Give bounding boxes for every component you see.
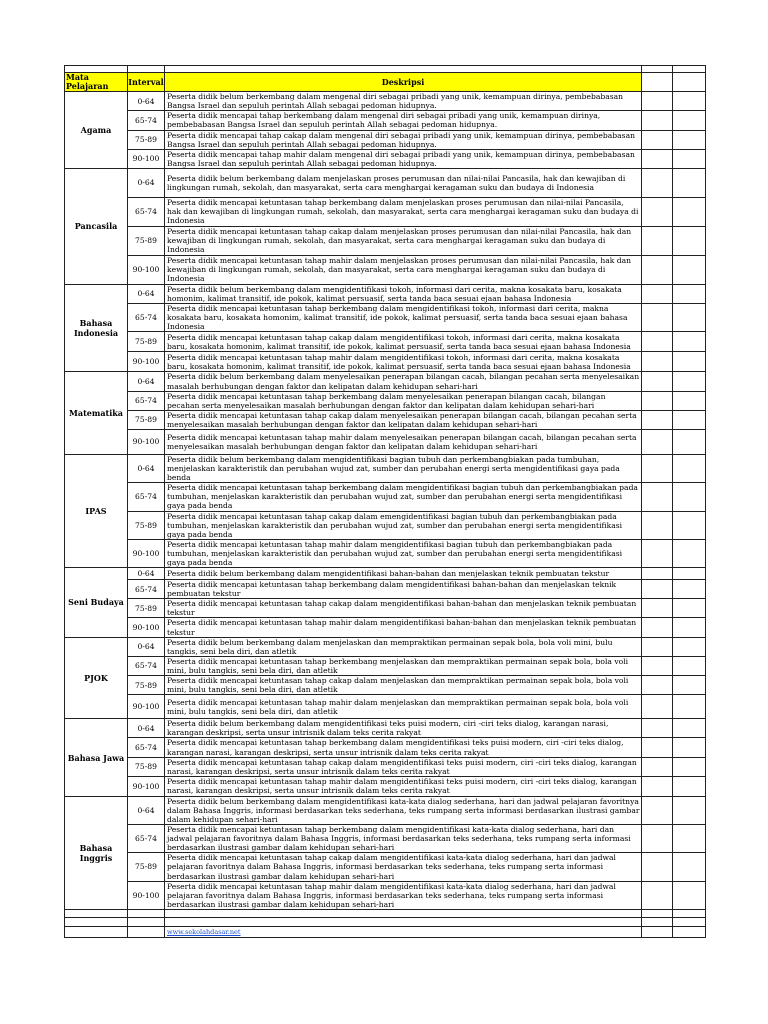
interval-value: 75-89 — [128, 676, 165, 695]
interval-value: 0-64 — [128, 168, 165, 197]
interval-value: 90-100 — [128, 695, 165, 719]
empty-cell — [642, 372, 673, 391]
rubric-row — [65, 255, 706, 284]
empty-cell — [673, 776, 706, 796]
rubric-row — [65, 881, 706, 909]
description-text: Peserta didik belum berkembang dalam menyelesaikan penerapan bilangan cacah, bilangan pecahan serta menyelesaikan masalah berhubungan dengan faktor dan kelipatan dalam kehidupan sehari-hari — [165, 372, 642, 391]
empty-cell — [642, 637, 673, 656]
empty-cell — [642, 695, 673, 719]
rubric-row — [65, 352, 706, 372]
interval-value: 90-100 — [128, 429, 165, 454]
description-text: Peserta didik mencapai ketuntasan tahap mahir dalam mengidentifikasi teks puisi modern, ciri -ciri teks dialog, karangan narasi, karangan deskripsi, serta unsur intrisnik dalam teks cerita rakyat — [165, 776, 642, 796]
empty-cell — [673, 637, 706, 656]
empty-cell — [642, 738, 673, 757]
empty-cell — [673, 568, 706, 580]
rubric-row — [65, 738, 706, 757]
empty-cell — [642, 149, 673, 168]
subject-name: Matematika — [65, 372, 128, 455]
interval-value: 0-64 — [128, 284, 165, 303]
empty-cell — [642, 511, 673, 539]
interval-value: 65-74 — [128, 111, 165, 130]
empty-cell — [673, 618, 706, 637]
interval-value: 0-64 — [128, 796, 165, 824]
subject-name: Seni Budaya — [65, 568, 128, 638]
rubric-row — [65, 304, 706, 332]
rubric-row — [65, 168, 706, 197]
empty-cell — [673, 738, 706, 757]
rubric-row — [65, 391, 706, 410]
description-text: Peserta didik mencapai ketuntasan tahap mahir dalam mengidentifikasi bagian tubuh dan perkembangbiakan pada tumbuhan, menjelaskan karakteristik dan perubahan wujud zat, sumber dan perubahan energi serta mengidentifikasi gaya pada benda — [165, 539, 642, 567]
header-description: Deskripsi — [165, 73, 642, 92]
description-text: Peserta didik mencapai ketuntasan tahap mahir dalam mengidentifikasi bahan-bahan dan menjelaskan teknik pembuatan tekstur — [165, 618, 642, 637]
description-text: Peserta didik mencapai ketuntasan tahap cakap dalam menjelaskan proses perumusan dan nilai-nilai Pancasila, hak dan kewajiban di lingkungan rumah, sekolah, dan masyarakat, serta cara menghargai keragaman suku dan budaya di Indonesia — [165, 226, 642, 255]
empty-cell — [673, 130, 706, 149]
empty-cell — [642, 676, 673, 695]
empty-cell — [673, 796, 706, 824]
interval-value: 75-89 — [128, 757, 165, 776]
rubric-row — [65, 429, 706, 454]
rubric-row — [65, 372, 706, 391]
empty-cell — [673, 255, 706, 284]
empty-cell — [673, 881, 706, 909]
rubric-row — [65, 719, 706, 738]
empty-cell — [642, 825, 673, 853]
empty-cell — [642, 568, 673, 580]
empty-cell — [673, 853, 706, 881]
rubric-row — [65, 332, 706, 352]
rubric-row — [65, 618, 706, 637]
description-text: Peserta didik mencapai ketuntasan tahap cakap dalam menyelesaikan penerapan bilangan cacah, bilangan pecahan serta menyelesaikan masalah berhubungan dengan faktor dan kelipatan dalam kehidupan sehari-hari — [165, 410, 642, 429]
interval-value: 75-89 — [128, 511, 165, 539]
description-text: Peserta didik mencapai ketuntasan tahap berkembang dalam mengidentifikasi teks puisi modern, ciri -ciri teks dialog, karangan narasi, karangan deskripsi, serta unsur intrisnik dalam teks cerita rakyat — [165, 738, 642, 757]
empty-cell — [673, 676, 706, 695]
empty-cell — [642, 391, 673, 410]
empty-cell — [673, 511, 706, 539]
rubric-row — [65, 226, 706, 255]
rubric-row — [65, 796, 706, 824]
empty-cell — [673, 580, 706, 599]
empty-cell — [642, 796, 673, 824]
rubric-row — [65, 676, 706, 695]
description-text: Peserta didik mencapai ketuntasan tahap mahir dalam menyelesaikan penerapan bilangan cacah, bilangan pecahan serta menyelesaikan masalah berhubungan dengan faktor dan kelipatan dalam kehidupan sehari-hari — [165, 429, 642, 454]
description-text: Peserta didik mencapai tahap berkembang dalam mengenal diri sebagai pribadi yang unik, kemampuan dirinya, pembebabasan Bangsa Israel dan sepuluh perintah Allah sebagai pedoman hidupnya. — [165, 111, 642, 130]
subject-name: Agama — [65, 92, 128, 169]
rubric-row — [65, 825, 706, 853]
interval-value: 75-89 — [128, 853, 165, 881]
empty-cell — [642, 580, 673, 599]
empty-cell — [642, 304, 673, 332]
subject-name: Pancasila — [65, 168, 128, 284]
empty-cell — [642, 410, 673, 429]
interval-value: 90-100 — [128, 881, 165, 909]
subject-name: IPAS — [65, 454, 128, 567]
empty-cell — [673, 599, 706, 618]
rubric-row — [65, 757, 706, 776]
description-text: Peserta didik mencapai tahap mahir dalam mengenal diri sebagai pribadi yang unik, kemampuan dirinya, pembebabasan Bangsa Israel dan sepuluh perintah Allah sebagai pedoman hidupnya. — [165, 149, 642, 168]
interval-value: 65-74 — [128, 391, 165, 410]
empty-cell — [673, 149, 706, 168]
empty-cell — [673, 304, 706, 332]
empty-cell — [642, 599, 673, 618]
empty-cell — [642, 483, 673, 511]
header-interval: Interval — [128, 73, 165, 92]
website-link[interactable]: www.sekolahdasar.net — [167, 927, 241, 936]
description-text: Peserta didik mencapai tahap cakap dalam mengenal diri sebagai pribadi yang unik, kemampuan dirinya, pembebabasan Bangsa Israel dan sepuluh perintah Allah sebagai pedoman hidupnya. — [165, 130, 642, 149]
subject-name: Bahasa Inggris — [65, 796, 128, 909]
description-text: Peserta didik mencapai ketuntasan tahap berkembang menjelaskan dan mempraktikan permainan sepak bola, bola voli mini, bulu tangkis, seni bela diri, dan atletik — [165, 656, 642, 675]
empty-cell — [642, 776, 673, 796]
rubric-row — [65, 599, 706, 618]
interval-value: 75-89 — [128, 599, 165, 618]
rubric-row — [65, 111, 706, 130]
empty-cell — [673, 226, 706, 255]
empty-cell — [673, 656, 706, 675]
empty-cell — [673, 757, 706, 776]
description-text: Peserta didik mencapai ketuntasan tahap cakap dalam mengidentifikasi bahan-bahan dan menjelaskan teknik pembuatan tekstur — [165, 599, 642, 618]
rubric-row — [65, 410, 706, 429]
interval-value: 0-64 — [128, 719, 165, 738]
empty-cell — [642, 92, 673, 111]
description-text: Peserta didik mencapai ketuntasan tahap mahir dalam menjelaskan proses perumusan dan nilai-nilai Pancasila, hak dan kewajiban di lingkungan rumah, sekolah, dan masyarakat, serta cara menghargai keragaman suku dan budaya di Indonesia — [165, 255, 642, 284]
empty-cell — [642, 429, 673, 454]
interval-value: 0-64 — [128, 637, 165, 656]
interval-value: 65-74 — [128, 656, 165, 675]
description-text: Peserta didik mencapai ketuntasan tahap berkembang dalam mengidentifikasi tokoh, informasi dari cerita, makna kosakata baru, kosakata homonim, kalimat transitif, ide pokok, kalimat persuasif, serta tanda baca sesuai ejaan bahasa Indonesia — [165, 304, 642, 332]
empty-cell — [642, 130, 673, 149]
empty-cell — [642, 226, 673, 255]
description-text: Peserta didik mencapai ketuntasan tahap cakap dalam mengidentifikasi tokoh, informasi dari cerita, makna kosakata baru, kosakata homonim, kalimat transitif, ide pokok, kalimat persuasif, serta tanda baca sesuai ejaan bahasa Indonesia — [165, 332, 642, 352]
empty-cell — [673, 719, 706, 738]
description-text: Peserta didik belum berkembang dalam mengidentifikasi kata-kata dialog sederhana, hari dan jadwal pelajaran favoritnya dalam Bahasa Inggris, informasi berdasarkan teks sederhana, teks rumpang serta informasi berdasarkan ilustrasi gambar dalam kehidupan sehari-hari — [165, 796, 642, 824]
rubric-row — [65, 454, 706, 482]
empty-cell — [673, 391, 706, 410]
blank-row — [65, 66, 706, 73]
interval-value: 75-89 — [128, 226, 165, 255]
description-text: Peserta didik belum berkembang dalam mengidentifikasi teks puisi modern, ciri -ciri teks dialog, karangan narasi, karangan deskripsi, serta unsur intrisnik dalam teks cerita rakyat — [165, 719, 642, 738]
description-text: Peserta didik mencapai ketuntasan tahap berkembang dalam mengidentifikasi kata-kata dialog sederhana, hari dan jadwal pelajaran favoritnya dalam Bahasa Inggris, informasi berdasarkan teks sederhana, teks rumpang serta informasi berdasarkan ilustrasi gambar dalam kehidupan sehari-hari — [165, 825, 642, 853]
description-text: Peserta didik mencapai ketuntasan tahap berkembang dalam menyelesaikan penerapan bilangan cacah, bilangan pecahan serta menyelesaikan masalah berhubungan dengan faktor dan kelipatan dalam kehidupan sehari-hari — [165, 391, 642, 410]
empty-cell — [673, 197, 706, 226]
rubric-row — [65, 637, 706, 656]
interval-value: 65-74 — [128, 197, 165, 226]
interval-value: 65-74 — [128, 825, 165, 853]
subject-name: Bahasa Jawa — [65, 719, 128, 797]
empty-cell — [673, 332, 706, 352]
description-text: Peserta didik mencapai ketuntasan tahap mahir dalam mengidentifikasi tokoh, informasi dari cerita, makna kosakata baru, kosakata homonim, kalimat transitif, ide pokok, kalimat persuasif, serta tanda baca sesuai ejaan bahasa Indonesia — [165, 352, 642, 372]
interval-value: 65-74 — [128, 738, 165, 757]
interval-value: 0-64 — [128, 454, 165, 482]
empty-cell — [673, 372, 706, 391]
description-text: Peserta didik mencapai ketuntasan tahap mahir dalam mengidentifikasi kata-kata dialog sederhana, hari dan jadwal pelajaran favoritnya dalam Bahasa Inggris, informasi berdasarkan teks sederhana, teks rumpang serta informasi berdasarkan ilustrasi gambar dalam kehidupan sehari-hari — [165, 881, 642, 909]
rubric-row — [65, 580, 706, 599]
empty-cell — [673, 429, 706, 454]
empty-cell — [642, 719, 673, 738]
description-text: Peserta didik mencapai ketuntasan tahap berkembang dalam mengidentifikasi bagian tubuh dan perkembangbiakan pada tumbuhan, menjelaskan karakteristik dan perubahan wujud zat, sumber dan perubahan energi serta mengidentifikasi gaya pada benda — [165, 483, 642, 511]
rubric-row — [65, 568, 706, 580]
blank-row — [65, 926, 706, 937]
empty-cell — [642, 618, 673, 637]
empty-cell — [642, 454, 673, 482]
rubric-table-body — [65, 66, 706, 938]
interval-value: 75-89 — [128, 410, 165, 429]
interval-value: 0-64 — [128, 92, 165, 111]
description-text: Peserta didik mencapai ketuntasan tahap berkembang dalam mengidentifikasi bahan-bahan dan menjelaskan teknik pembuatan tekstur — [165, 580, 642, 599]
empty-cell — [642, 197, 673, 226]
rubric-table — [64, 65, 706, 938]
description-text: Peserta didik belum berkembang dalam menjelaskan dan mempraktikan permainan sepak bola, bola voli mini, bulu tangkis, seni bela diri, dan atletik — [165, 637, 642, 656]
interval-value: 90-100 — [128, 255, 165, 284]
rubric-row — [65, 539, 706, 567]
subject-name: Bahasa Indonesia — [65, 284, 128, 371]
empty-cell — [673, 454, 706, 482]
interval-value: 90-100 — [128, 539, 165, 567]
empty-cell — [642, 168, 673, 197]
empty-cell — [642, 332, 673, 352]
interval-value: 90-100 — [128, 618, 165, 637]
header-subject: Mata Pelajaran — [65, 73, 128, 92]
description-text: Peserta didik mencapai ketuntasan tahap cakap dalam mengidentifikasi teks puisi modern, ciri -ciri teks dialog, karangan narasi, karangan deskripsi, serta unsur intrisnik dalam teks cerita rakyat — [165, 757, 642, 776]
interval-value: 65-74 — [128, 304, 165, 332]
interval-value: 65-74 — [128, 580, 165, 599]
rubric-row — [65, 92, 706, 111]
description-text: Peserta didik mencapai ketuntasan tahap cakap dalam menjelaskan dan mempraktikan permainan sepak bola, bola voli mini, bulu tangkis, seni bela diri, dan atletik — [165, 676, 642, 695]
empty-cell — [642, 284, 673, 303]
empty-cell — [673, 111, 706, 130]
blank-row — [65, 909, 706, 917]
interval-value: 65-74 — [128, 483, 165, 511]
empty-cell — [642, 757, 673, 776]
empty-cell — [642, 853, 673, 881]
empty-cell — [673, 284, 706, 303]
description-text: Peserta didik belum berkembang dalam mengidentifikasi tokoh, informasi dari cerita, makna kosakata baru, kosakata homonim, kalimat transitif, ide pokok, kalimat persuasif, serta tanda baca sesuai ejaan bahasa Indonesia — [165, 284, 642, 303]
header-row — [65, 73, 706, 92]
rubric-row — [65, 284, 706, 303]
empty-cell — [673, 483, 706, 511]
description-text: Peserta didik mencapai ketuntasan tahap berkembang dalam menjelaskan proses perumusan dan nilai-nilai Pancasila, hak dan kewajiban di lingkungan rumah, sekolah, dan masyarakat, serta cara menghargai keragaman suku dan budaya di Indonesia — [165, 197, 642, 226]
rubric-row — [65, 483, 706, 511]
empty-cell — [673, 410, 706, 429]
interval-value: 75-89 — [128, 130, 165, 149]
description-text: Peserta didik mencapai ketuntasan tahap mahir dalam menjelaskan dan mempraktikan permainan sepak bola, bola voli mini, bulu tangkis, seni bela diri, dan atletik — [165, 695, 642, 719]
blank-row — [65, 917, 706, 926]
interval-value: 75-89 — [128, 332, 165, 352]
empty-cell — [642, 656, 673, 675]
interval-value: 90-100 — [128, 776, 165, 796]
empty-cell — [642, 539, 673, 567]
empty-cell — [673, 92, 706, 111]
empty-cell — [673, 352, 706, 372]
description-text: Peserta didik belum berkembang dalam menjelaskan proses perumusan dan nilai-nilai Pancasila, hak dan kewajiban di lingkungan rumah, sekolah, dan masyarakat, serta cara menghargai keragaman suku dan budaya di Indonesia — [165, 168, 642, 197]
interval-value: 0-64 — [128, 568, 165, 580]
rubric-row — [65, 695, 706, 719]
empty-cell — [673, 825, 706, 853]
interval-value: 90-100 — [128, 149, 165, 168]
empty-cell — [673, 168, 706, 197]
subject-name: PJOK — [65, 637, 128, 719]
empty-cell — [642, 111, 673, 130]
interval-value: 90-100 — [128, 352, 165, 372]
empty-cell — [673, 695, 706, 719]
empty-cell — [642, 255, 673, 284]
rubric-row — [65, 853, 706, 881]
empty-cell — [642, 881, 673, 909]
rubric-row — [65, 656, 706, 675]
rubric-row — [65, 130, 706, 149]
rubric-row — [65, 776, 706, 796]
description-text: Peserta didik belum berkembang dalam mengidentifikasi bagian tubuh dan perkembangbiakan pada tumbuhan, menjelaskan karakteristik dan perubahan wujud zat, sumber dan perubahan energi serta mengidentifikasi gaya pada benda — [165, 454, 642, 482]
description-text: Peserta didik belum berkembang dalam mengidentifikasi bahan-bahan dan menjelaskan teknik pembuatan tekstur — [165, 568, 642, 580]
description-text: Peserta didik mencapai ketuntasan tahap cakap dalam mengidentifikasi kata-kata dialog sederhana, hari dan jadwal pelajaran favoritnya dalam Bahasa Inggris, informasi berdasarkan teks sederhana, teks rumpang serta informasi berdasarkan ilustrasi gambar dalam kehidupan sehari-hari — [165, 853, 642, 881]
description-text: Peserta didik mencapai ketuntasan tahap cakap dalam emengidentifikasi bagian tubuh dan perkembangbiakan pada tumbuhan, menjelaskan karakteristik dan perubahan wujud zat, sumber dan perubahan energi serta mengidentifikasi gaya pada benda — [165, 511, 642, 539]
empty-cell — [642, 352, 673, 372]
rubric-row — [65, 149, 706, 168]
rubric-row — [65, 197, 706, 226]
interval-value: 0-64 — [128, 372, 165, 391]
empty-cell — [673, 539, 706, 567]
rubric-row — [65, 511, 706, 539]
description-text: Peserta didik belum berkembang dalam mengenal diri sebagai pribadi yang unik, kemampuan dirinya, pembebabasan Bangsa Israel dan sepuluh perintah Allah sebagai pedoman hidupnya. — [165, 92, 642, 111]
